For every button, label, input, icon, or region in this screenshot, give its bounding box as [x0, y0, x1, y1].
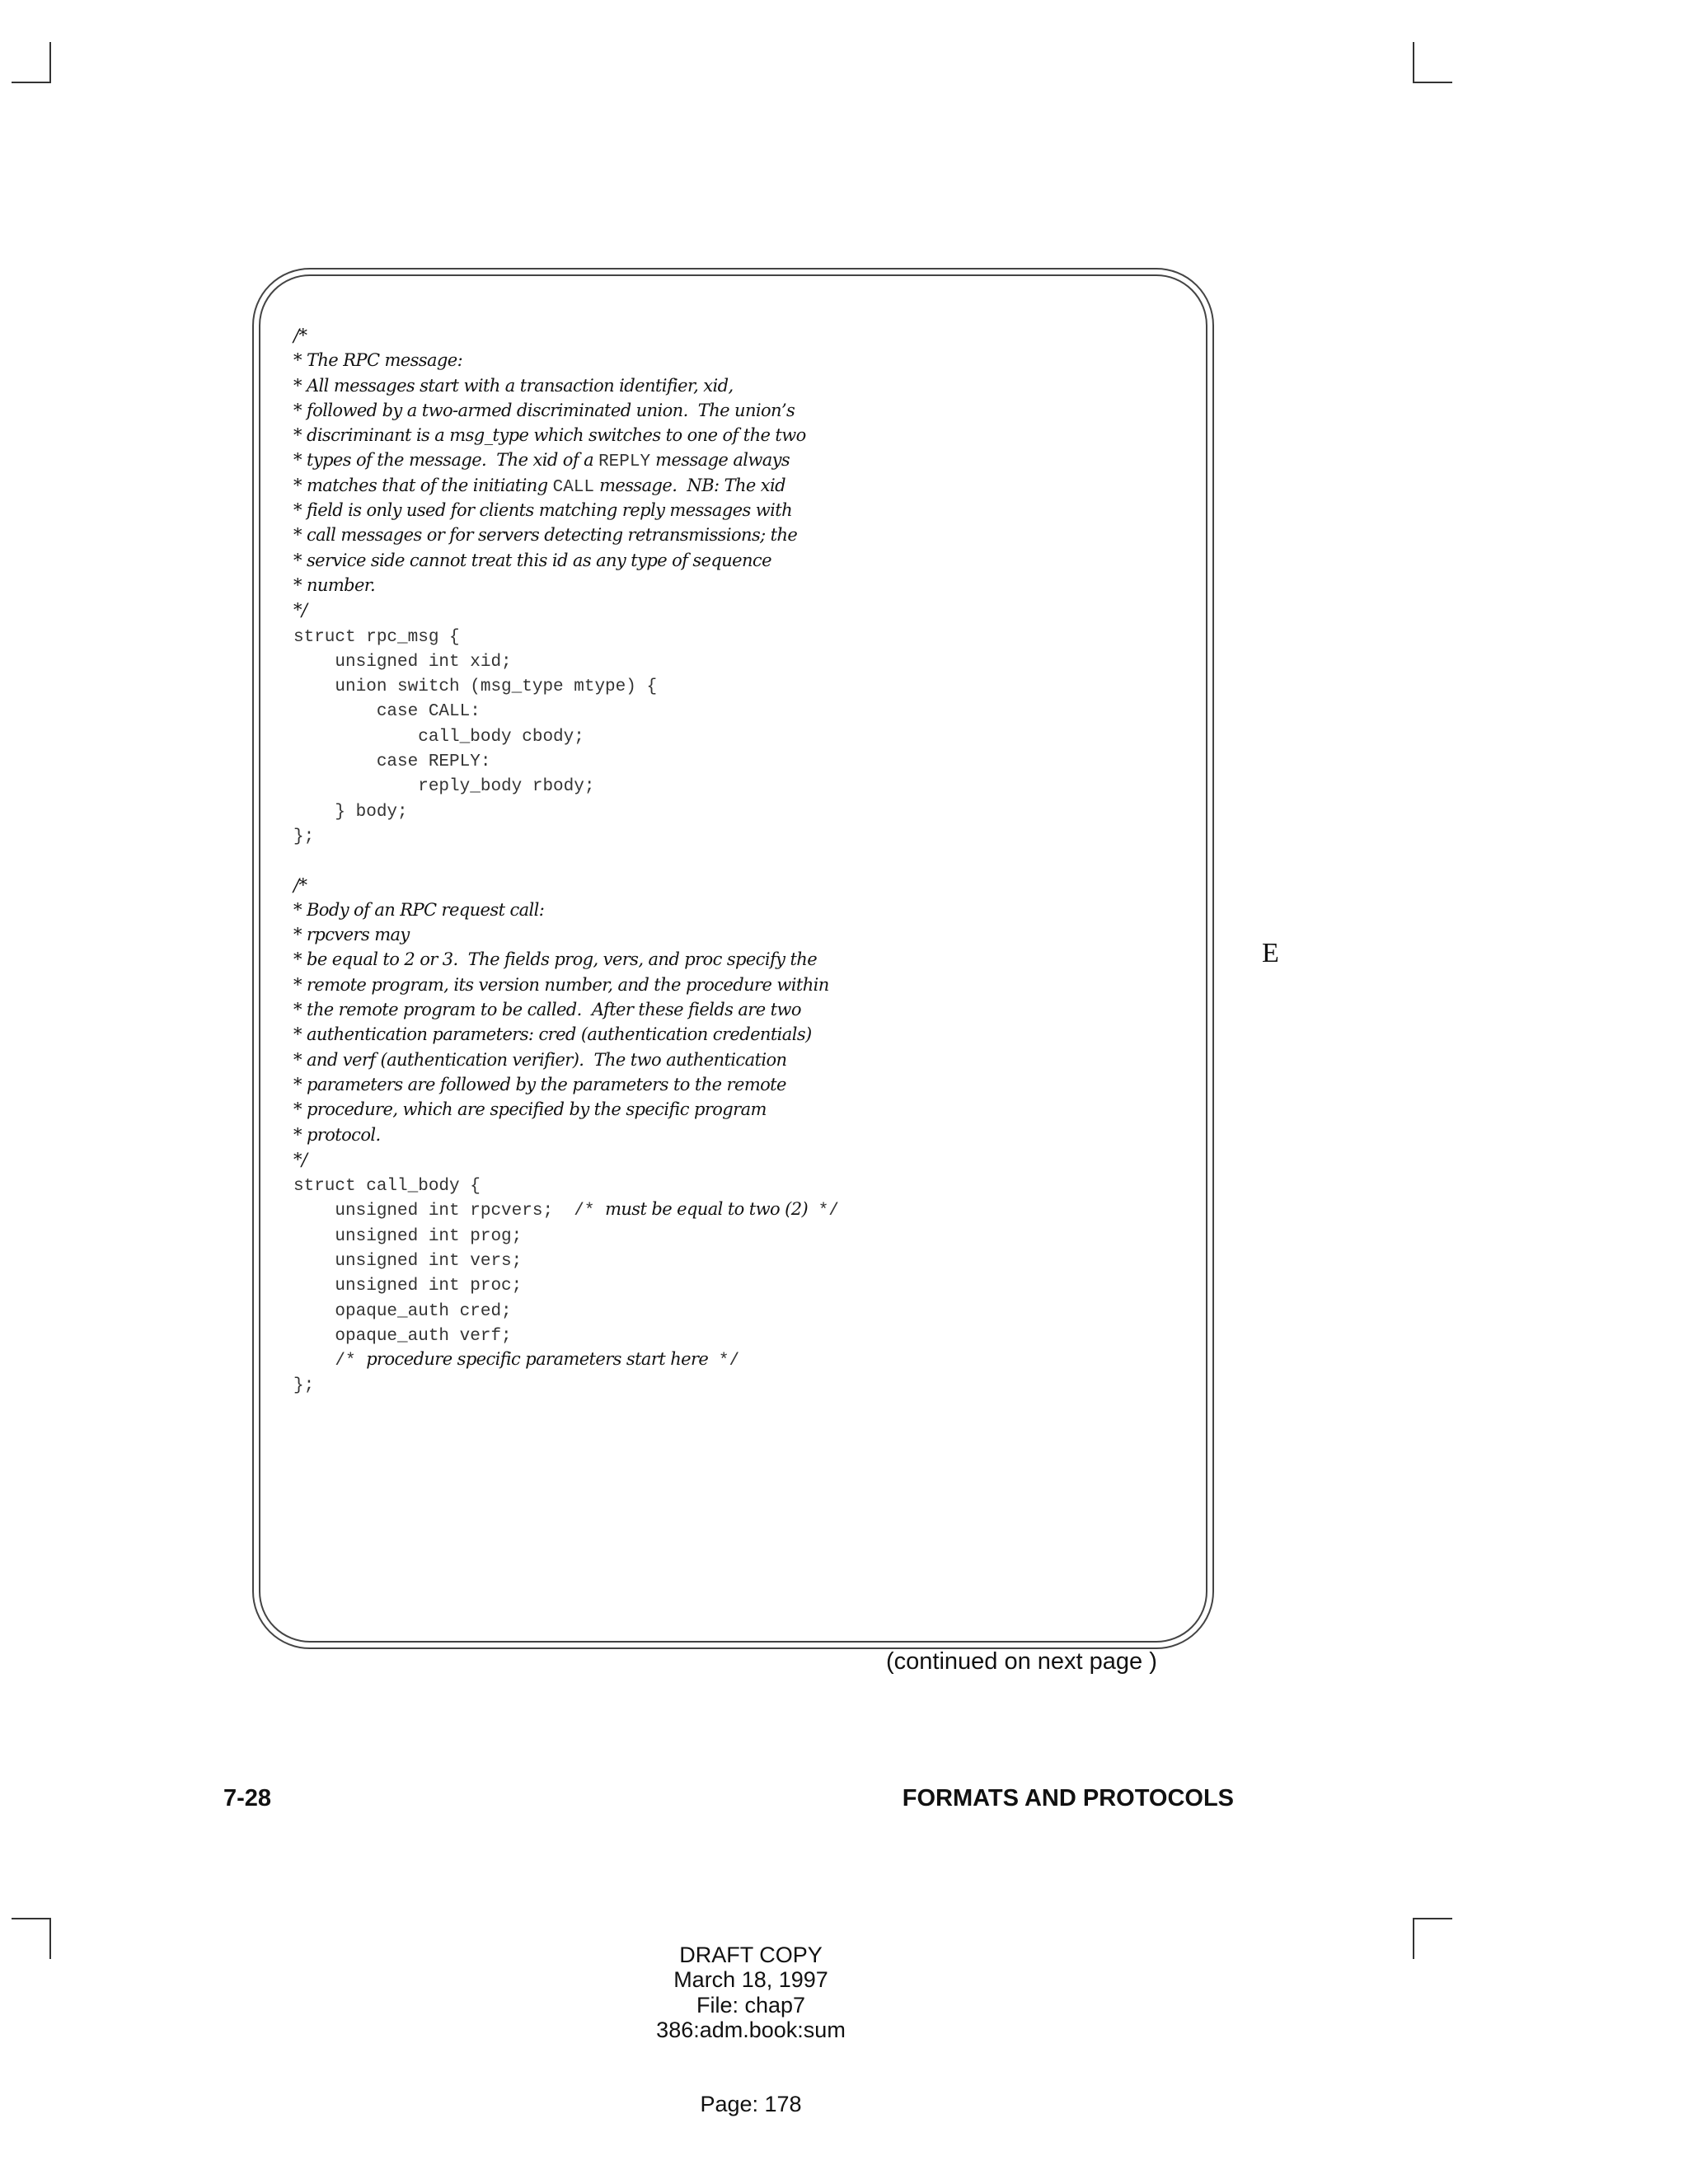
code-line	[293, 947, 839, 972]
code-text: struct rpc_msg {	[293, 627, 460, 647]
code-line	[293, 523, 839, 547]
code-text: case REPLY:	[293, 752, 491, 772]
comment-text: message. NB: The xid	[594, 475, 786, 495]
code-text: /*	[293, 1352, 367, 1371]
code-text: opaque_auth cred;	[293, 1301, 512, 1321]
code-line	[293, 473, 839, 498]
code-text: */	[708, 1352, 740, 1371]
continued-note: (continued on next page )	[886, 1648, 1157, 1675]
comment-text: */	[293, 1149, 307, 1169]
comment-text: * discriminant is a msg_type which switches to one of the two	[293, 425, 806, 446]
code-line	[293, 1022, 839, 1047]
comment-text: * rpcvers may	[293, 925, 410, 945]
comment-text: * and verf (authentication verifier). The two authentication	[293, 1049, 787, 1070]
code-line	[293, 348, 839, 373]
code-listing	[293, 323, 839, 1397]
comment-text: * types of the message. The xid of a	[293, 450, 599, 471]
crop-mark-tr-v	[1413, 42, 1414, 83]
code-line	[293, 1371, 839, 1396]
code-line	[293, 548, 839, 573]
code-line	[293, 997, 839, 1022]
code-text: unsigned int vers;	[293, 1251, 523, 1271]
comment-text: * number.	[293, 574, 376, 595]
code-line	[293, 898, 839, 922]
page-number: 7-28	[223, 1785, 272, 1811]
comment-text: * authentication parameters: cred (authentication credentials)	[293, 1024, 812, 1045]
code-text: CALL	[552, 477, 595, 497]
code-line	[293, 1072, 839, 1097]
code-line	[293, 1322, 839, 1347]
code-line	[293, 1097, 839, 1122]
code-line	[293, 1272, 839, 1296]
code-text: };	[293, 827, 315, 846]
code-line	[293, 598, 839, 622]
code-line	[293, 423, 839, 448]
code-text: case CALL:	[293, 702, 481, 722]
code-line	[293, 398, 839, 423]
code-line	[293, 873, 839, 898]
code-line	[293, 1122, 839, 1147]
code-line	[293, 448, 839, 472]
code-text: */	[808, 1202, 839, 1221]
draft-label: DRAFT COPY	[679, 1943, 823, 1967]
code-text: } body;	[293, 802, 408, 822]
code-line	[293, 573, 839, 598]
code-line	[293, 798, 839, 823]
crop-mark-bl-v	[49, 1918, 51, 1959]
code-line	[293, 823, 839, 847]
code-line	[293, 723, 839, 748]
comment-text: * protocol.	[293, 1124, 381, 1145]
code-text: union switch (msg_type mtype) {	[293, 677, 658, 697]
comment-text: * All messages start with a transaction identifier, xid,	[293, 375, 734, 396]
code-line	[293, 847, 839, 872]
code-text: unsigned int prog;	[293, 1226, 523, 1246]
crop-mark-tl-v	[49, 42, 51, 83]
code-line	[293, 972, 839, 997]
code-line	[293, 1347, 839, 1371]
comment-text: * followed by a two-armed discriminated union. The union’s	[293, 400, 795, 420]
code-line	[293, 1222, 839, 1247]
comment-text: * matches that of the initiating	[293, 475, 553, 495]
comment-text: * call messages or for servers detecting retransmissions; the	[293, 525, 798, 546]
code-line	[293, 648, 839, 673]
code-text: opaque_auth verf;	[293, 1326, 512, 1346]
code-text: REPLY	[598, 452, 651, 472]
code-text: struct call_body {	[293, 1177, 481, 1197]
comment-text: * service side cannot treat this id as any type of sequence	[293, 550, 771, 570]
comment-text: * remote program, its version number, and the procedure within	[293, 974, 829, 995]
draft-page: Page: 178	[700, 2092, 802, 2116]
code-line	[293, 623, 839, 648]
code-line	[293, 1247, 839, 1272]
comment-text: * the remote program to be called. After these fields are two	[293, 1000, 801, 1020]
code-line	[293, 673, 839, 697]
crop-mark-br-v	[1413, 1918, 1414, 1959]
code-line	[293, 1047, 839, 1072]
code-line	[293, 748, 839, 772]
draft-book: 386:adm.book:sum	[656, 2018, 846, 2042]
comment-text: * Body of an RPC request call:	[293, 899, 545, 920]
code-line	[293, 1172, 839, 1197]
comment-text: must be equal to two (2)	[605, 1199, 809, 1220]
code-text: unsigned int xid;	[293, 652, 512, 672]
crop-mark-bl-h	[12, 1918, 51, 1919]
comment-text: * field is only used for clients matching reply messages with	[293, 500, 793, 521]
code-line	[293, 697, 839, 722]
draft-date: March 18, 1997	[673, 1967, 828, 1992]
crop-mark-tl-h	[12, 82, 51, 83]
comment-text: * parameters are followed by the parameters to the remote	[293, 1074, 786, 1094]
comment-text: * procedure, which are specified by the specific program	[293, 1099, 767, 1120]
side-tab-letter: E	[1262, 938, 1279, 968]
comment-text: message always	[650, 450, 790, 471]
code-text: unsigned int rpcvers; /*	[293, 1202, 606, 1221]
comment-text: procedure specific parameters start here	[366, 1349, 709, 1370]
code-line	[293, 323, 839, 348]
code-line	[293, 1147, 839, 1172]
code-text: reply_body rbody;	[293, 777, 595, 797]
code-line	[293, 498, 839, 523]
comment-text: /*	[293, 326, 307, 345]
section-title: FORMATS AND PROTOCOLS	[902, 1785, 1234, 1811]
comment-text: * be equal to 2 or 3. The fields prog, vers, and proc specify the	[293, 949, 818, 970]
draft-file: File: chap7	[696, 1993, 806, 2018]
code-line	[293, 1297, 839, 1322]
code-line	[293, 772, 839, 797]
code-text: };	[293, 1376, 315, 1396]
code-line	[293, 1197, 839, 1221]
comment-text: /*	[293, 874, 307, 895]
crop-mark-br-h	[1413, 1918, 1452, 1919]
code-text: call_body cbody;	[293, 727, 584, 747]
code-line	[293, 922, 839, 947]
comment-text: */	[293, 600, 307, 621]
comment-text: * The RPC message:	[293, 350, 463, 371]
code-text: unsigned int proc;	[293, 1277, 523, 1296]
crop-mark-tr-h	[1413, 82, 1452, 83]
code-line	[293, 373, 839, 398]
